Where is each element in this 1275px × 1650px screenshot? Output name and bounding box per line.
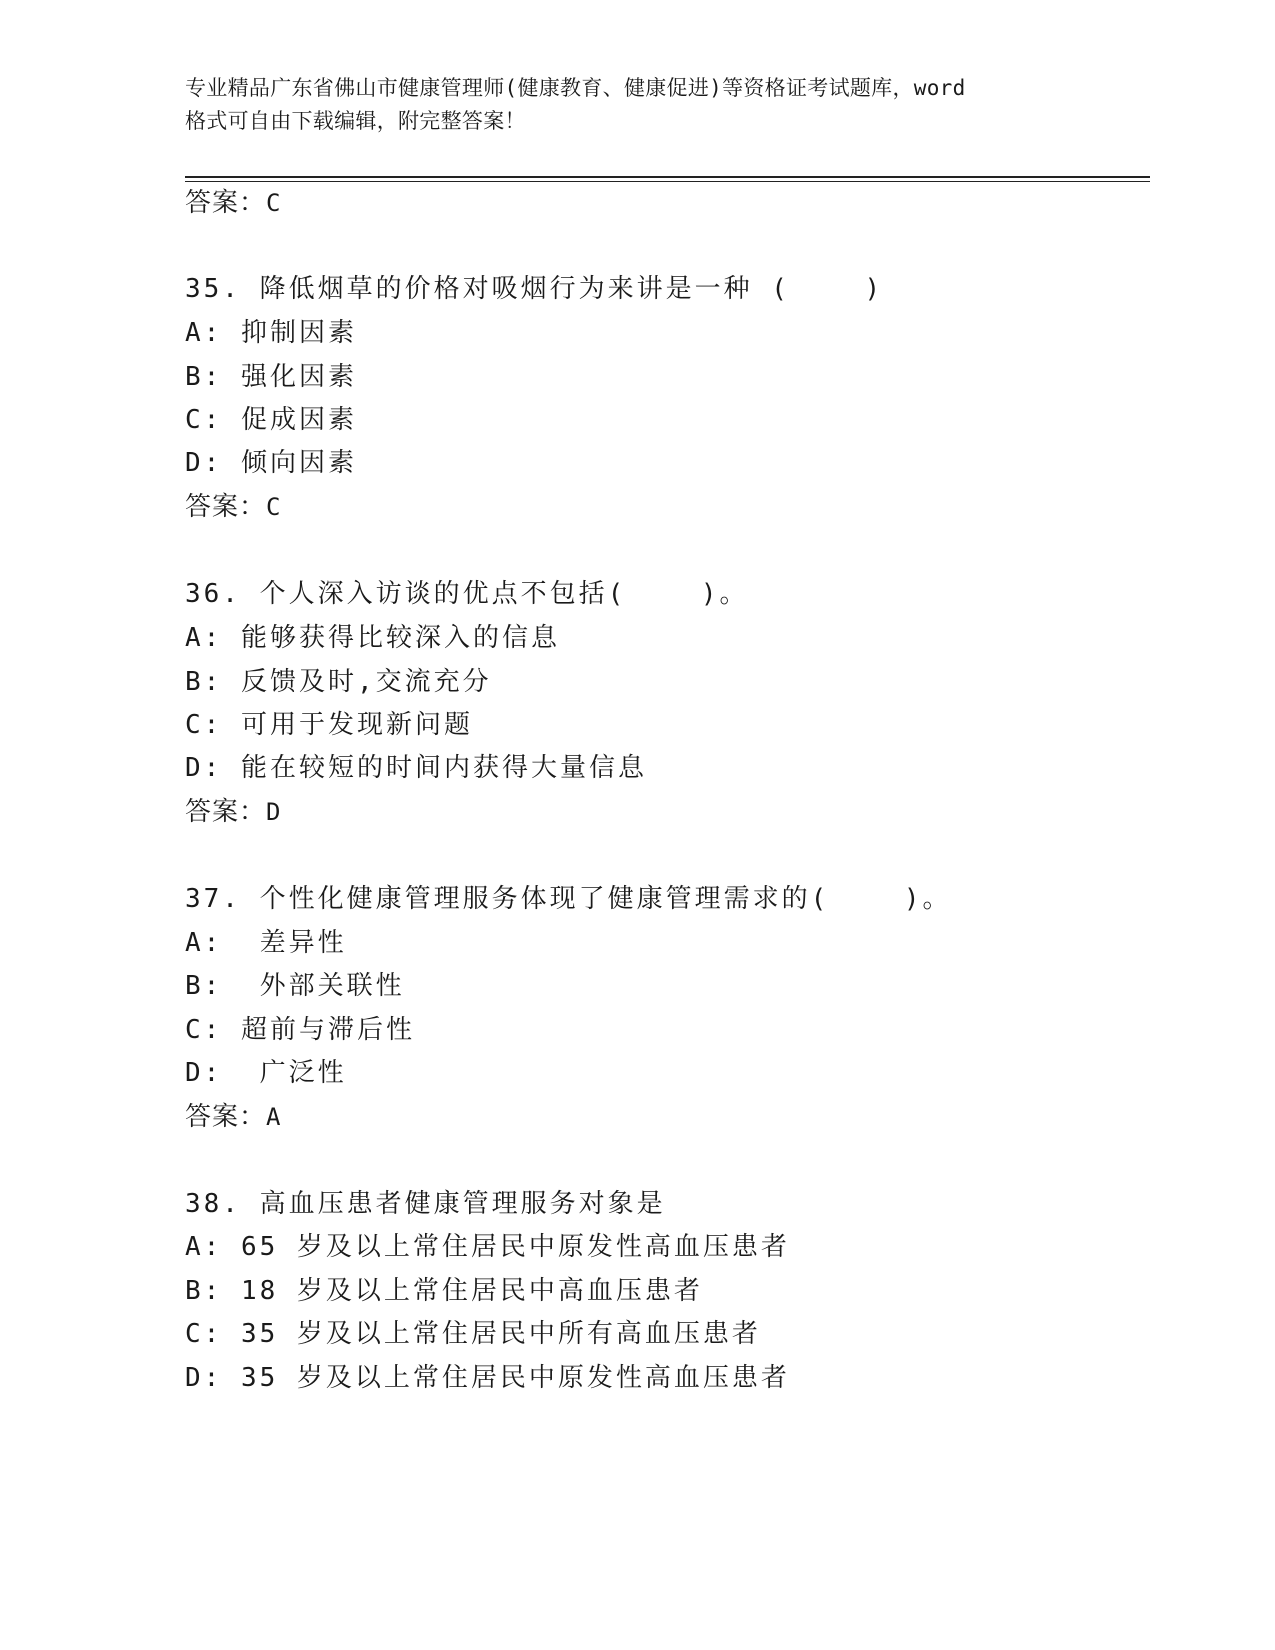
answer-value: A [266,1103,282,1131]
option-c: C: 35 岁及以上常住居民中所有高血压患者 [185,1319,761,1349]
option-b: B: 反馈及时,交流充分 [185,667,492,697]
answer-label: 答案： [185,188,267,218]
option-a: A: 65 岁及以上常住居民中原发性高血压患者 [185,1232,790,1262]
option-a: A: 能够获得比较深入的信息 [185,623,560,653]
question-stem: 38. 高血压患者健康管理服务对象是 [185,1189,666,1219]
option-d: D: 能在较短的时间内获得大量信息 [185,753,647,783]
option-b: B: 外部关联性 [185,971,405,1001]
header-line-2: 格式可自由下载编辑，附完整答案！ [185,109,526,133]
answer-line [185,1100,281,1134]
option-c: C: 促成因素 [185,405,357,435]
answer-label: 答案： [185,492,267,522]
answer-line [185,186,281,220]
option-c: C: 超前与滞后性 [185,1015,415,1045]
option-a: A: 抑制因素 [185,318,357,348]
answer-value: D [266,798,282,826]
question-stem: 36. 个人深入访谈的优点不包括( )。 [185,579,749,609]
answer-line [185,795,281,829]
answer-label: 答案： [185,1102,267,1132]
option-b: B: 18 岁及以上常住居民中高血压患者 [185,1276,703,1306]
option-c: C: 可用于发现新问题 [185,710,473,740]
header-divider [185,176,1150,178]
header-line-1: 专业精品广东省佛山市健康管理师(健康教育、健康促进)等资格证考试题库，word [185,76,966,100]
option-b: B: 强化因素 [185,362,357,392]
answer-value: C [266,493,282,521]
option-d: D: 广泛性 [185,1058,347,1088]
option-d: D: 倾向因素 [185,448,357,478]
document-header [185,72,1105,138]
question-stem: 37. 个性化健康管理服务体现了健康管理需求的( )。 [185,884,952,914]
answer-label: 答案： [185,797,267,827]
header-divider-thin [185,181,1150,182]
option-d: D: 35 岁及以上常住居民中原发性高血压患者 [185,1363,790,1393]
answer-line [185,490,281,524]
answer-value: C [266,189,282,217]
option-a: A: 差异性 [185,928,347,958]
question-stem: 35. 降低烟草的价格对吸烟行为来讲是一种 ( ) [185,274,884,304]
